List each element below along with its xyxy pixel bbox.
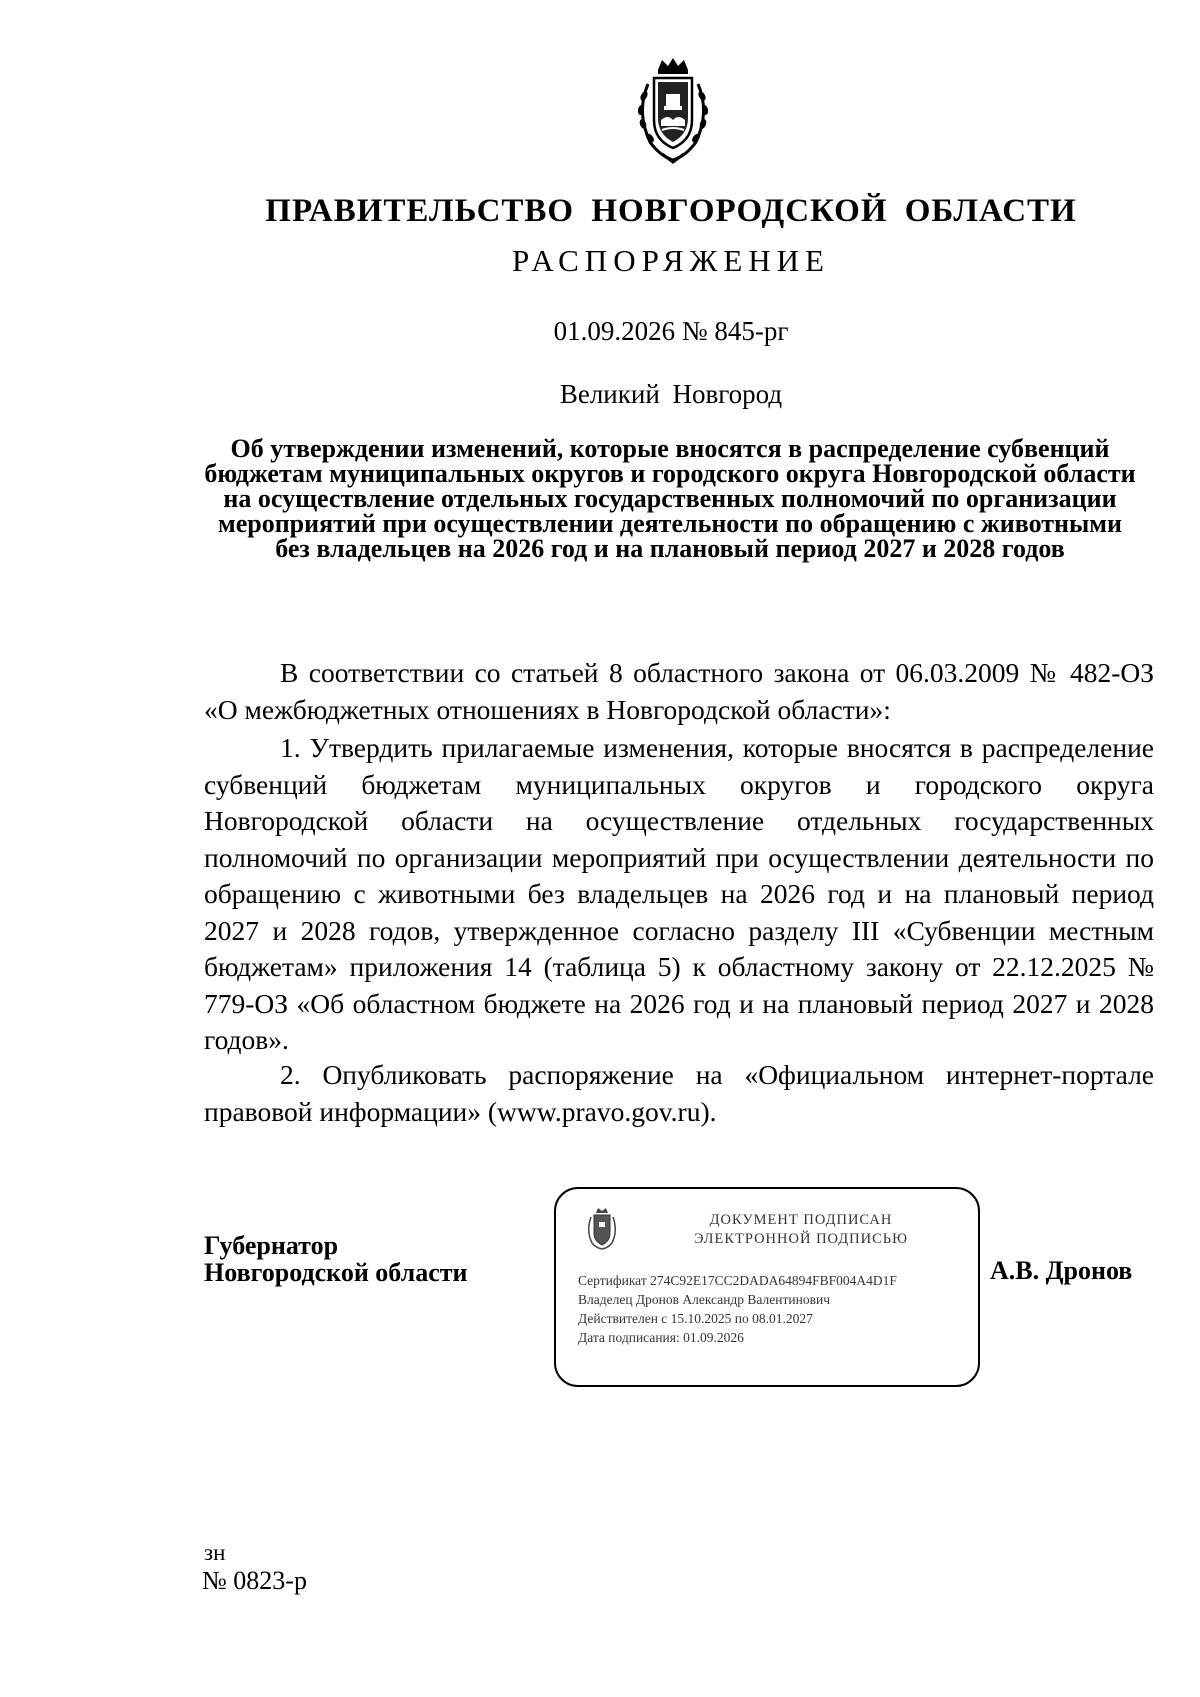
stamp-certificate: Сертификат 274C92E17CC2DADA64894FBF004A4D1F — [578, 1273, 897, 1288]
document-type: РАСПОРЯЖЕНИЕ — [512, 243, 830, 278]
stamp-owner: Владелец Дронов Александр Валентинович — [578, 1292, 830, 1307]
stamp-heading-line1: ДОКУМЕНТ ПОДПИСАН — [709, 1212, 893, 1228]
document-date-number: 01.09.2026 № 845-рг — [553, 316, 789, 346]
electronic-signature-stamp — [554, 1187, 980, 1387]
stamp-validity: Действителен с 15.10.2025 по 08.01.2027 — [578, 1311, 813, 1326]
body-item-2: 2. Опубликовать распоряжение на «Официальном интернет-портале правовой информации» (www.pravo.gov.ru). — [204, 1059, 1154, 1127]
footer-mark: зн — [204, 1540, 226, 1565]
novgorod-coat-of-arms-icon — [584, 1207, 620, 1251]
stamp-signed-date: Дата подписания: 01.09.2026 — [578, 1330, 744, 1345]
stamp-details — [578, 1271, 978, 1347]
novgorod-coat-of-arms-icon — [628, 56, 718, 168]
document-city: Великий Новгород — [559, 379, 783, 409]
stamp-heading — [636, 1211, 966, 1249]
document-subject: Об утверждении изменений, которые вносятся в распределение субвенций бюджетам муниципальных округов и городского округа Новгородской области на осуществление отдельных государственных полномочий по организации мероприятий при осуществлении деятельности по обращению с животными без владельцев на 2026 год и на плановый период 2027 и 2028 годов — [204, 434, 1136, 563]
signer-name: А.В. Дронов — [990, 1256, 1133, 1285]
signer-title-line1: Губернатор — [204, 1231, 339, 1260]
signer-title-line2: Новгородской области — [204, 1258, 468, 1287]
body-item-1: 1. Утвердить прилагаемые изменения, которые вносятся в распределение субвенций бюджетам муниципальных округов и городского округа Новгородской области на осуществление отдельных государственных полномочий по организации мероприятий при осуществлении деятельности по обращению с животными без владельцев на 2026 год и на плановый период 2027 и 2028 годов, утвержденное согласно разделу III «Субвенции местным бюджетам» приложения 14 (таблица 5) к областному закону от 22.12.2025 № 779-ОЗ «Об областном бюджете на 2026 год и на плановый период 2027 и 2028 годов». — [204, 732, 1154, 1055]
body-intro-paragraph: В соответствии со статьей 8 областного закона от 06.03.2009 № 482-ОЗ «О межбюджетных отношениях в Новгородской области»: — [204, 657, 1154, 725]
footer-number: № 0823-р — [202, 1566, 307, 1595]
stamp-heading-line2: ЭЛЕКТРОННОЙ ПОДПИСЬЮ — [693, 1231, 909, 1247]
government-title: ПРАВИТЕЛЬСТВО НОВГОРОДСКОЙ ОБЛАСТИ — [265, 193, 1077, 229]
signer-title — [204, 1232, 468, 1286]
